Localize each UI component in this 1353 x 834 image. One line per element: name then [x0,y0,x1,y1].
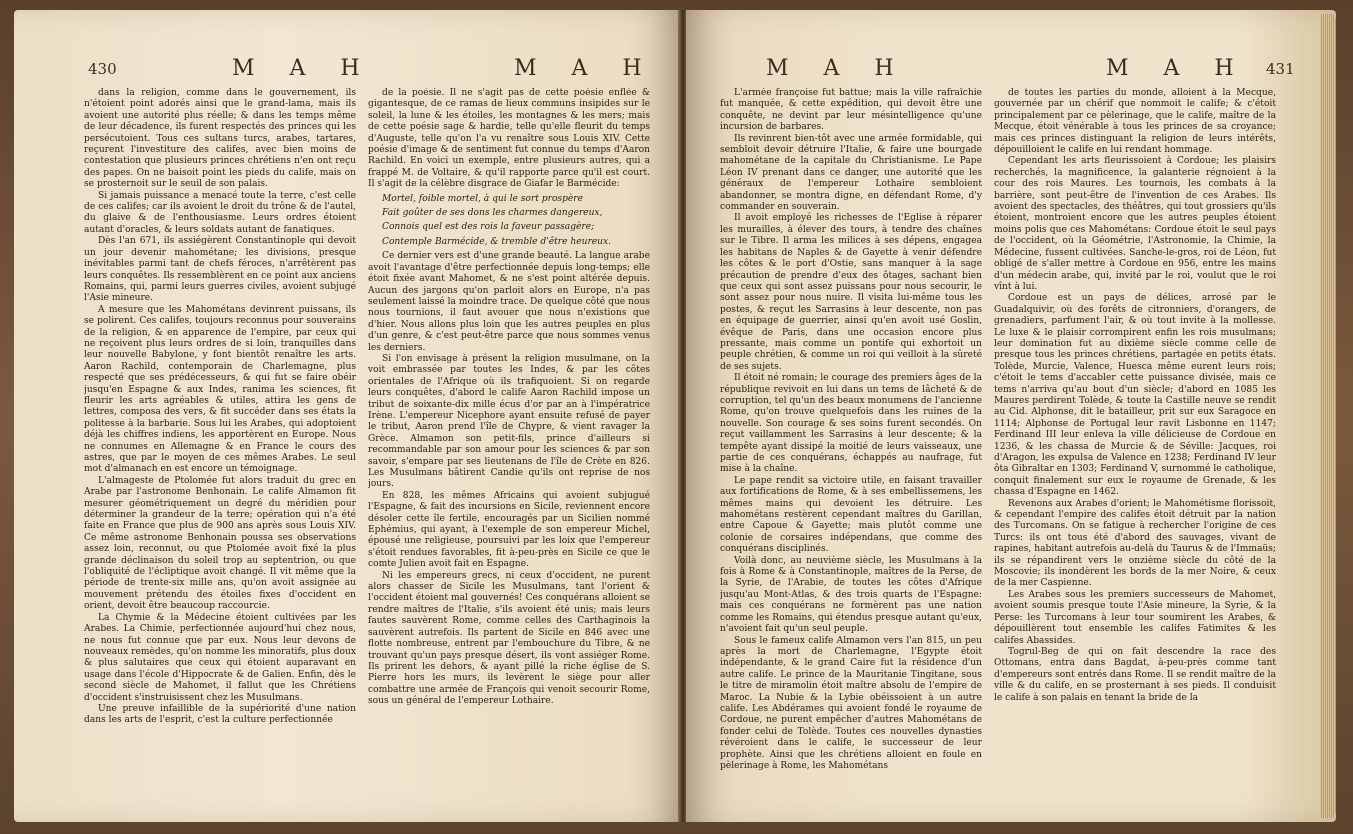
paragraph: En 828, les mêmes Africains qui avoient subjugué l'Espagne, & fait des incursions en Sicile, reviennent encore désoler cette île fertile, encouragés par un Sicilien nommé Ephémius, qui ayant, à l'exemple de son empereur Michel, épousé une religieuse, poursuivi par les loix que l'empereur s'étoit rendues favorables, fit à-peu-près en Sicile ce que le comte Julien avoit fait en Espagne. [368,490,650,570]
paragraph: L'almageste de Ptolomée fut alors traduit du grec en Arabe par l'astronome Benhonain. Le calife Almamon fit mesurer géométriquement un degré du méridien pour déterminer la grandeur de la terre; opération qui n'a été faite en France que plus de 900 ans après sous Louis XIV. Ce même astronome Benhonain poussa ses observations assez loin, reconnut, ou que Ptolomée avoit fixé la plus grande déclinaison du soleil trop au septentrion, ou que l'obliquité de l'écliptique avoit changé. Il vit même que la période de trente-six mille ans, qu'on avoit assignée au mouvement prétendu des étoiles fixes d'occident en orient, devoit être beaucoup raccourcie. [84,475,356,612]
paragraph: L'armée françoise fut battue; mais la ville rafraîchie fut manquée, & cette expédition, qui devoit être une conquête, ne devint par leur mésintelligence qu'une incursion de barbares. [720,88,982,133]
paragraph: Il avoit employé les richesses de l'Eglise à réparer les murailles, à élever des tours, à tendre des chaînes sur le Tibre. Il arma les milices à ses dépens, engagea les habitans de Naples & de Gayette à venir défendre les côtes & le port d'Ostie, sans manquer à la sage précaution de prendre d'eux des ôtages, sachant bien que ceux qui sont assez puissans pour nous secourir, le sont assez pour nous nuire. Il visita lui-même tous les postes, & reçut les Sarrasins à leur descente, non pas en équipage de guerrier, ainsi qu'en avoit usé Goslin, évêque de Paris, dans une occasion encore plus pressante, mais comme un pontife qui exhortoit un peuple chrétien, & comme un roi qui veilloit à la sûreté de ses sujets. [720,213,982,372]
paragraph: Ce dernier vers est d'une grande beauté. La langue arabe avoit l'avantage d'être perfectionnée depuis long-temps; elle étoit fixée avant Mahomet, & ne s'est point altérée depuis. Aucun des jargons qu'on parloit alors en Europe, n'a pas seulement laissé la moindre trace. De quelque côté que nous nous tournions, il faut avouer que nous n'existions que d'hier. Nous allons plus loin que les autres peuples en plus d'un genre, & c'est peut-être parce que nous sommes venus les derniers. [368,251,650,353]
paragraph: Une preuve infaillible de la supériorité d'une nation dans les arts de l'esprit, c'est la culture perfectionnée [84,703,356,726]
paragraph: Il étoit né romain; le courage des premiers âges de la république revivoit en lui dans un tems de lâcheté & de corruption, tel qu'un des beaux monumens de l'ancienne Rome, qu'on trouve quelquefois dans les ruines de la nouvelle. Son courage & ses soins furent secondés. On reçut vaillamment les Sarrasins à leur descente; & la tempête ayant dissipé la moitié de leurs vaisseaux, une partie de ces conquérans, échappés au naufrage, fut mise à la chaîne. [720,373,982,475]
paragraph: Togrul-Beg de qui on fait descendre la race des Ottomans, entra dans Bagdat, à-peu-près comme tant d'empereurs sont entrés dans Rome. Il se rendit maître de la ville & du calife, en se prosternant à ses pieds. Il conduisit le calife à son palais en tenant la bride de la [994,646,1276,703]
open-book [14,10,1336,828]
paragraph: A mesure que les Mahométans devinrent puissans, ils se polirent. Ces califes, toujours reconnus pour souverains de la religion, & en apparence de l'empire, par ceux qui ne reçoivent plus leurs ordres de si loin, tranquilles dans leur nouvelle Babylone, y font bientôt renaître les arts. Aaron Rachild, contemporain de Charlemagne, plus respecté que ses prédécesseurs, & qui fut se faire obéir jusqu'en Espagne & aux Indes, ranima les sciences, fit fleurir les arts agréables & utiles, attira les gens de lettres, composa des vers, & fit succéder dans ses états la politesse à la barbarie. Sous lui les Arabes, qui adoptoient déjà les chiffres indiens, les apportèrent en Europe. Nous ne connumes en Allemagne & en France le cours des astres, que par le moyen de ces mêmes Arabes. Le seul mot d'almanach en est encore un témoignage. [84,304,356,475]
paragraph: La Chymie & la Médecine étoient cultivées par les Arabes. La Chimie, perfectionnée aujourd'hui chez nous, ne nous fut connue que par eux. Nous leur devons de nouveaux remèdes, qu'on nomme les minoratifs, plus doux & plus salutaires que ceux qui étoient auparavant en usage dans l'école d'Hippocrate & de Galien. Enfin, dès le second siècle de Mahomet, il fallut que les Chrétiens d'occident s'instruisissent chez les Musulmans. [84,612,356,703]
paragraph: Cependant les arts fleurissoient à Cordoue; les plaisirs recherchés, la magnificence, la galanterie régnoient à la cour des rois Maures. Les tournois, les combats à la barrière, sont peut-être de l'invention de ces Arabes. Ils avoient des spectacles, des théâtres, qui tout grossiers qu'ils étoient, montroient encore que les autres peuples étoient moins polis que ces Mahométans: Cordoue étoit le seul pays de l'occident, où la Géométrie, l'Astronomie, la Chimie, la Médecine, fussent cultivées. Sanche-le-gros, roi de Léon, fut obligé de s'aller mettre à Cordoue en 956, entre les mains d'un médecin arabe, qui, invité par le roi, voulut que le roi vînt à lui. [994,156,1276,292]
verse-line: Contemple Barmécide, & tremble d'être heureux. [382,236,612,247]
text-column-1 [720,88,982,808]
paragraph: Revenons aux Arabes d'orient; le Mahométisme florissoit, & cependant l'empire des califes étoit détruit par la nation des Turcomans. On se fatigue à rechercher l'origine de ces Turcs: ils ont tous été d'abord des sauvages, vivant de rapines, habitant autrefois au-delà du Taurus & de l'Immaüs; ils se répandirent vers le onzième siècle du côté de la Moscovie; ils inondèrent les bords de la mer Noire, & ceux de la mer Caspienne. [994,498,1276,589]
right-page [686,10,1336,822]
text-column-2 [368,88,650,808]
running-head: M A H [514,56,656,81]
paragraph: Ni les empereurs grecs, ni ceux d'occident, ne purent alors chasser de Sicile les Musulmans, tant l'orient & l'occident étoient mal gouvernés! Ces conquérans alloient se rendre maîtres de l'Italie, s'ils avoient été unis; mais leurs fautes sauvèrent Rome, comme celles des Carthaginois la sauvèrent autrefois. Ils partent de Sicile en 846 avec une flotte nombreuse, entrent par l'embouchure du Tibre, & ne trouvant qu'un pays presque désert, ils vont assiéger Rome. Ils prirent les dehors, & ayant pillé la riche église de S. Pierre hors les murs, ils levèrent le siège pour aller combattre une armée de François qui venoit secourir Rome, sous un général de l'empereur Lothaire. [368,570,650,707]
paragraph: Dès l'an 671, ils assiégèrent Constantinople qui devoit un jour devenir mahométane; les divisions, presque inévitables parmi tant de chefs féroces, n'arrêtèrent pas leurs conquêtes. Ils ressemblèrent en ce point aux anciens Romains, qui, parmi leurs guerres civiles, avoient subjugé l'Asie mineure. [84,236,356,304]
paragraph: Si jamais puissance a menacé toute la terre, c'est celle de ces califes; car ils avoient le droit du trône & de l'autel, du glaive & de l'enthousiasme. Leurs ordres étoient autant d'oracles, & leurs soldats autant de fanatiques. [84,190,356,235]
running-head: M A H [766,56,908,81]
page-number: 430 [88,60,117,78]
page-number: 431 [1266,60,1295,78]
verse-line: Fait goûter de ses dons les charmes dangereux, [382,208,603,219]
paragraph: Sous le fameux calife Almamon vers l'an 815, un peu après la mort de Charlemagne, l'Egypte étoit indépendante, & le grand Caire fut la résidence d'un autre calife. Le prince de la Mauritanie Tingitane, sous le titre de miramolin étoit maître absolu de l'empire de Maroc. La Nubie & la Lybie obéissoient à un autre calife. Les Abdérames qui avoient fondé le royaume de Cordoue, ne purent empêcher d'autres Mahométans de fonder celui de Tolède. Toutes ces nouvelles dynasties révéroient dans le calife, le successeur de leur prophète. Ainsi que les chrétiens alloient en foule en pèlerinage à Rome, les Mahométans [720,635,982,771]
paragraph: Cordoue est un pays de délices, arrosé par le Guadalquivir, où des forêts de citronniers, d'orangers, de grenadiers, parfument l'air, & où tout invite à la mollesse. Le luxe & le plaisir corrompirent enfin les rois musulmans; leur domination fut au dixième siècle comme celle de presque tous les princes chrétiens, partagée en petits états. Tolède, Murcie, Valence, Huesca même eurent leurs rois; c'étoit le tems d'accabler cette puissance divisée, mais ce tems n'arriva qu'au bout d'un siècle; d'abord en 1085 les Maures perdirent Tolède, & toute la Castille neuve se rendit au Cid. Alphonse, dit le batailleur, prit sur eux Saragoce en 1114; Alphonse de Portugal leur ravit Lisbonne en 1147; Ferdinand III leur enleva la ville délicieuse de Cordoue en 1236, & les chassa de Murcie & de Séville: Jacques, roi d'Aragon, les expulsa de Valence en 1238; Ferdinand IV leur ôta Gibraltar en 1303; Ferdinand V, surnommé le catholique, conquit finalement sur eux le royaume de Grenade, & les chassa d'Espagne en 1462. [994,293,1276,498]
paragraph: Ils revinrent bien-tôt avec une armée formidable, qui sembloit devoir détruire l'Italie, & faire une bourgade mahométane de la capitale du Christianisme. Le Pape Léon IV prenant dans ce danger, une autorité que les généraux de l'empereur Lothaire sembloient abandonner, se montra digne, en défendant Rome, d'y commander en souverain. [720,133,982,213]
paragraph: de la poésie. Il ne s'agit pas de cette poésie enflée & gigantesque, de ce ramas de lieux communs insipides sur le soleil, la lune & les étoiles, les montagnes & les mers; mais de cette poésie sage & hardie, telle qu'elle fleurit du temps d'Auguste, telle qu'on l'a vu renaître sous Louis XIV. Cette poésie d'image & de sentiment fut connue du temps d'Aaron Rachild. En voici un exemple, entre plusieurs autres, qui a frappé M. de Voltaire, & qu'il rapporte parce qu'il est court. Il s'agit de la célèbre disgrace de Giafar le Barmécide: [368,88,650,190]
verse-line: Mortel, foible mortel, à qui le sort prospère [382,193,584,204]
verse-line: Connois quel est des rois la faveur passagère; [382,222,595,233]
paragraph: de toutes les parties du monde, alloient à la Mecque, gouvernée par un chérif que nommoit le calife; & c'étoit principalement par ce pèlerinage, que le calife, maître de la Mecque, étoit vénérable à tous les princes de sa croyance; mais ces princes distinguant la religion de leurs intérêts, dépouilloient le calife en lui rendant hommage. [994,88,1276,156]
paragraph: Voilà donc, au neuvième siècle, les Musulmans à la fois à Rome & à Constantinople, maîtres de la Perse, de la Syrie, de l'Arabie, de toutes les côtes d'Afrique jusqu'au Mont-Atlas, & des trois quarts de l'Espagne: mais ces conquérans ne formèrent pas une nation comme les Romains, qui étendus presque autant qu'eux, n'avoient fait qu'un seul peuple. [720,555,982,635]
page-edges [1320,14,1336,818]
paragraph: Le pape rendit sa victoire utile, en faisant travailler aux fortifications de Rome, & à ses embellissemens, les mêmes mains qui devoient les détruire. Les mahométans restèrent cependant maîtres du Garillan, entre Capoue & Gayette; mais plutôt comme une colonie de corsaires indépendans, que comme des conquérans disciplinés. [720,475,982,555]
running-head: M A H [1106,56,1248,81]
running-head: M A H [232,56,374,81]
text-column-1 [84,88,356,808]
text-column-2 [994,88,1276,808]
left-page [14,10,680,822]
paragraph: Les Arabes sous les premiers successeurs de Mahomet, avoient soumis presque toute l'Asie mineure, la Syrie, & la Perse: les Turcomans à leur tour soumirent les Arabes, & dépouillèrent tout ensemble les califes Fatimites & les califes Abassides. [994,589,1276,646]
paragraph: dans la religion, comme dans le gouvernement, ils n'étoient point adorés ainsi que le grand-lama, mais ils avoient une autorité plus réelle; & dans les temps même de leur décadence, ils furent respectés des princes qui les persécutoient. Tous ces sultans turcs, arabes, tartares, reçurent l'investiture des califes, avec bien moins de contestation que plusieurs princes chrétiens n'en ont reçu des papes. On ne baisoit point les pieds du calife, mais on se prosternoit sur le seuil de son palais. [84,88,356,190]
paragraph: Si l'on envisage à présent la religion musulmane, on la voit embrassée par toutes les Indes, & par les côtes orientales de l'Afrique où ils trafiquoient. Si on regarde leurs conquêtes, d'abord le calife Aaron Rachild impose un tribut de soixante-dix mille écus d'or par an à l'impératrice Irène. L'empereur Nicephore ayant ensuite refusé de payer le tribut, Aaron prend l'île de Chypre, & vient ravager la Grèce. Almamon son petit-fils, prince d'ailleurs si recommandable par son amour pour les sciences & par son savoir, s'empare par ses lieutenans de l'île de Crète en 826. Les Musulmans bâtirent Candie qu'ils ont reprise de nos jours. [368,353,650,490]
